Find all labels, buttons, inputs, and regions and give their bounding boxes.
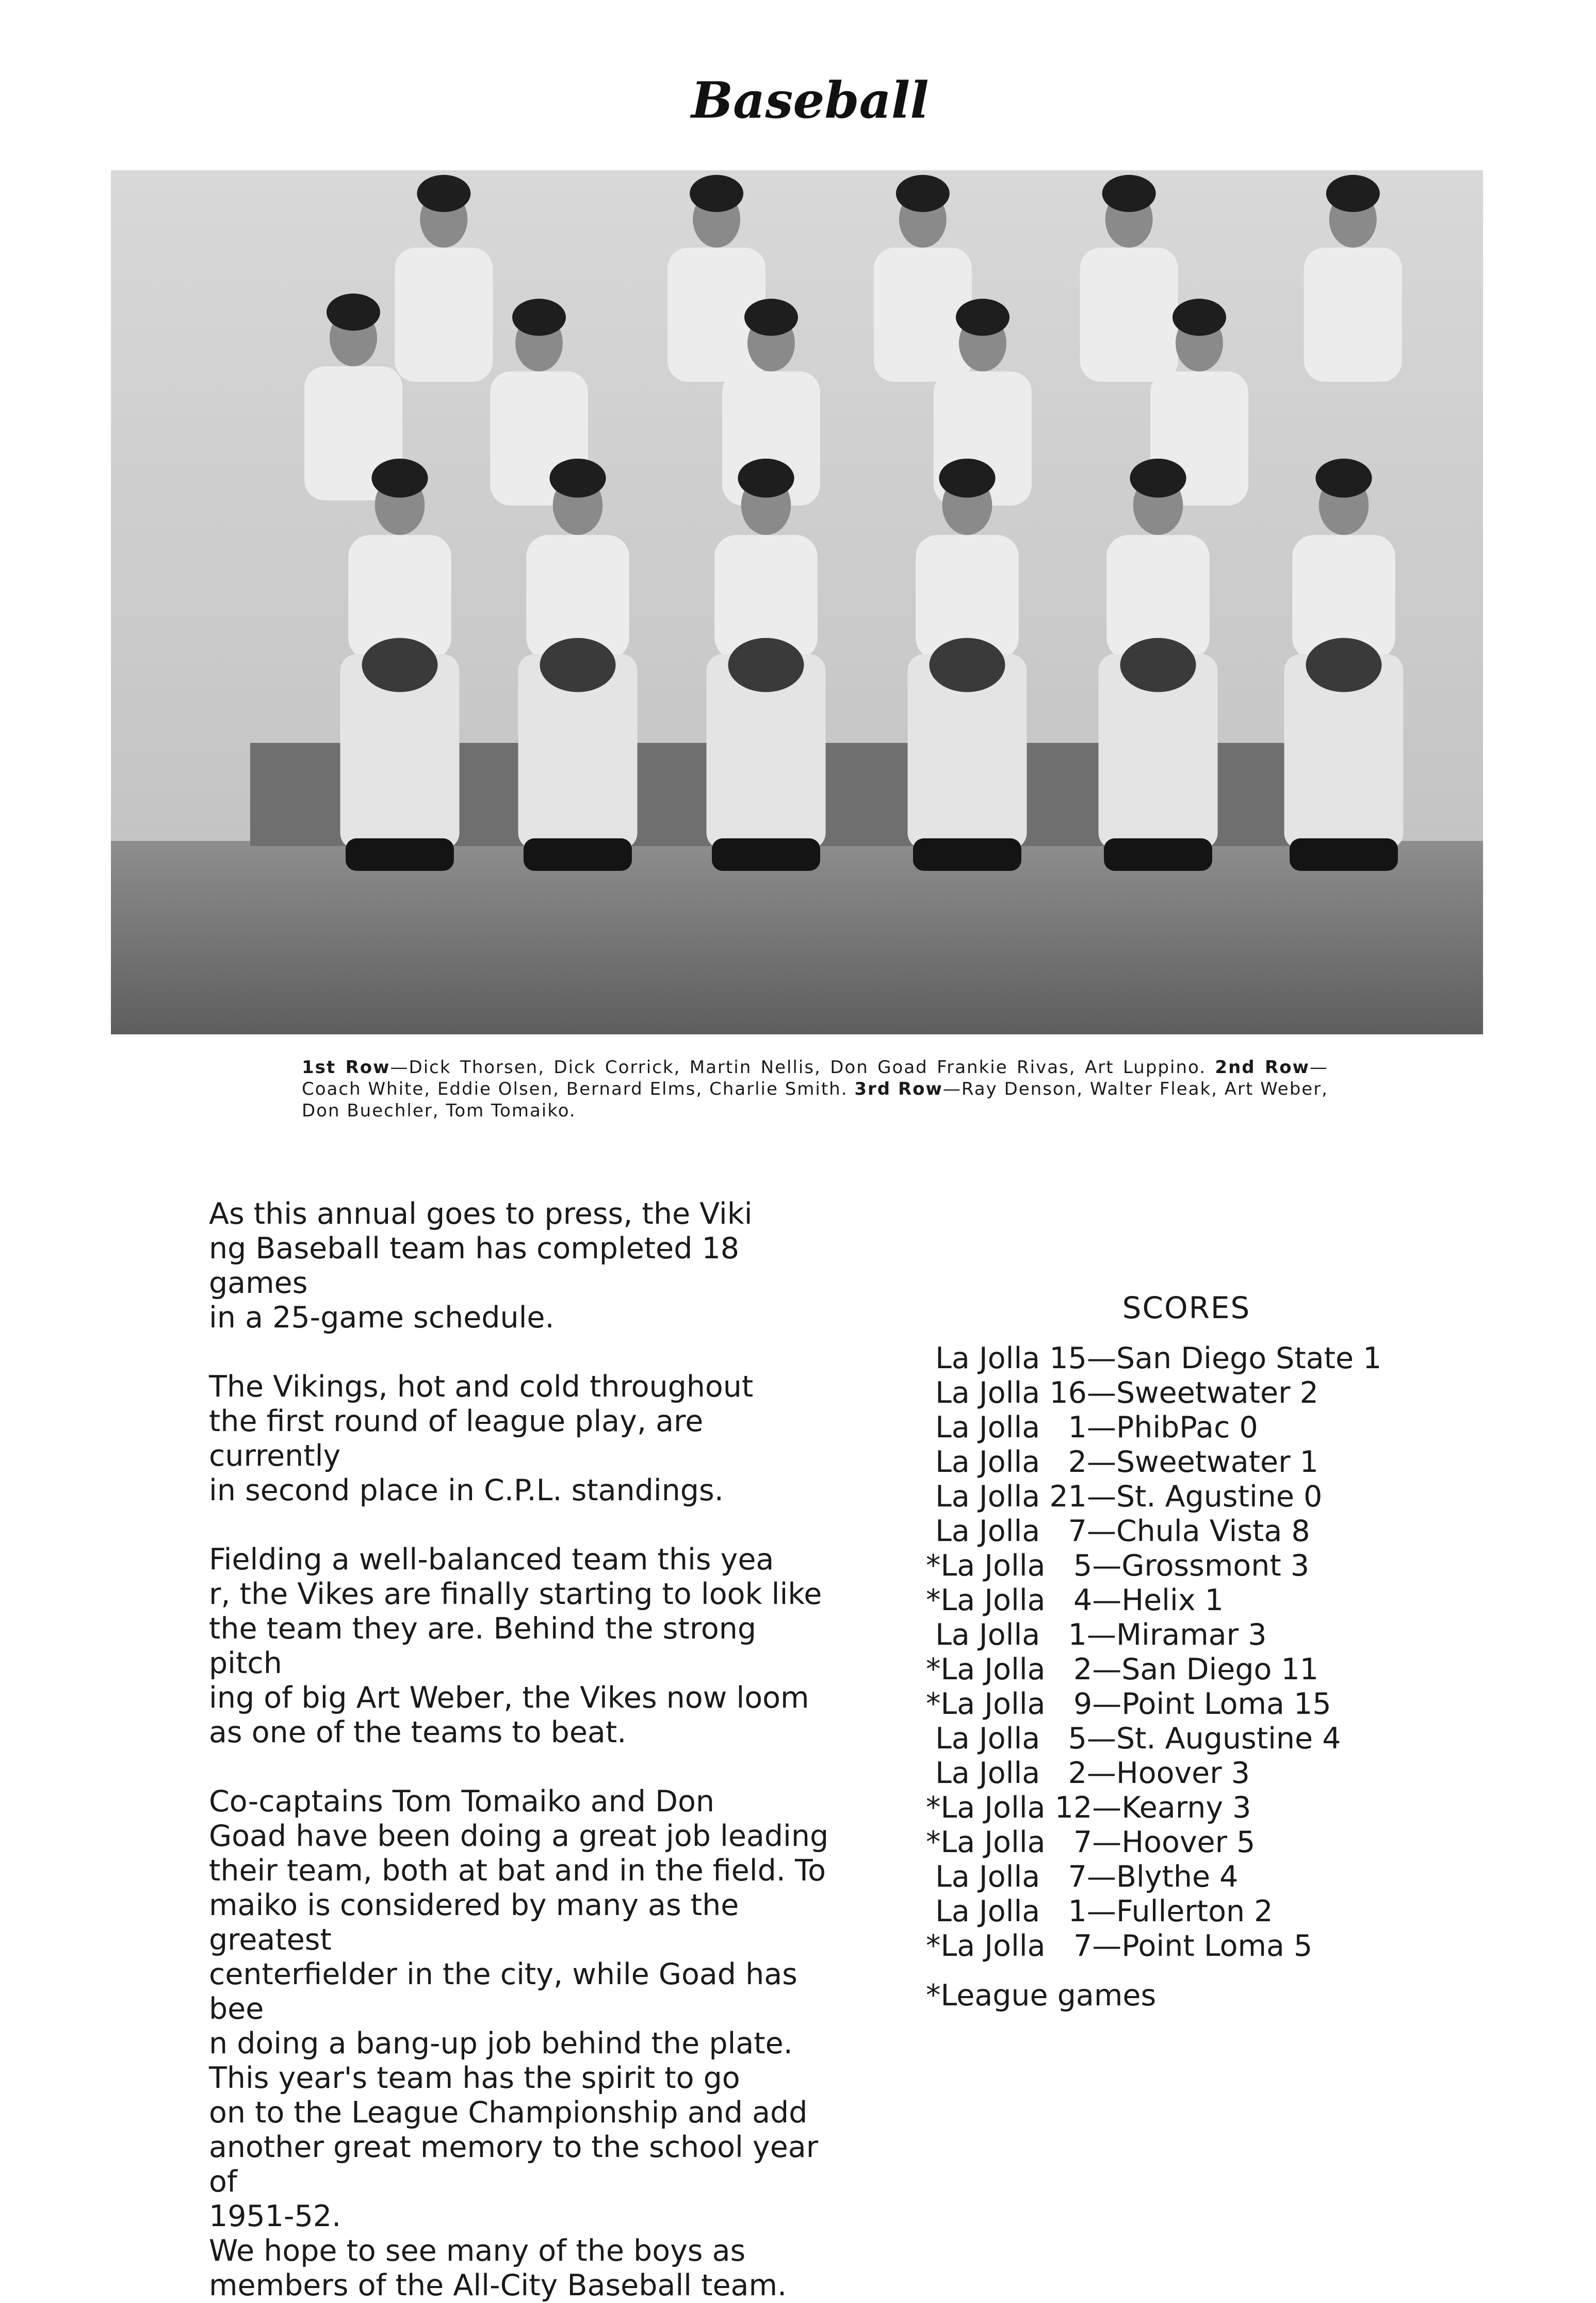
- score-row: La Jolla 2—Sweetwater 1: [926, 1445, 1318, 1479]
- caption-row1-label: 1st Row: [302, 1057, 390, 1078]
- article-paragraph-3: Fielding a well-balanced team this yea r, the Vikes are finally starting to look like the team they are. Behind the strong pitch ing of big Art Weber, the Vikes now loom as one of the teams to beat.: [209, 1543, 822, 1749]
- score-row: *La Jolla 2—San Diego 11: [926, 1652, 1319, 1686]
- score-row: La Jolla 2—Hoover 3: [926, 1756, 1250, 1790]
- score-row: La Jolla 1—PhibPac 0: [926, 1410, 1258, 1445]
- article-paragraph-5: This year's team has the spirit to go on to the League Championship and add another great memory to the school year of 1951-52.: [209, 2061, 819, 2233]
- score-row: La Jolla 15—San Diego State 1: [926, 1341, 1382, 1375]
- article-body: [209, 1197, 830, 2303]
- article-paragraph-2: The Vikings, hot and cold throughout the first round of league play, are currently in second place in C.P.L. standings.: [209, 1370, 754, 1507]
- article-paragraph-4: Co-captains Tom Tomaiko and Don Goad have been doing a great job leading their team, both at bat and in the field. To maiko is considered by many as the greatest centerfielder in the city, while Goad has bee n doing a bang-up job behind the plate.: [209, 1785, 829, 2061]
- score-row: *La Jolla 12—Kearny 3: [926, 1791, 1251, 1825]
- article-paragraph-6: We hope to see many of the boys as members of the All-City Baseball team.: [209, 2234, 787, 2302]
- caption-row2-label: 2nd Row: [1215, 1057, 1310, 1078]
- page-title: Baseball: [691, 71, 929, 129]
- score-row: La Jolla 1—Fullerton 2: [926, 1894, 1273, 1928]
- team-photo: [111, 170, 1483, 1034]
- caption-row3-label: 3rd Row: [854, 1079, 943, 1099]
- score-row: La Jolla 7—Blythe 4: [926, 1860, 1239, 1894]
- score-row: La Jolla 5—St. Augustine 4: [926, 1722, 1341, 1756]
- score-row: La Jolla 21—St. Agustine 0: [926, 1480, 1323, 1514]
- score-row: *La Jolla 7—Hoover 5: [926, 1825, 1256, 1859]
- score-row: *La Jolla 9—Point Loma 15: [926, 1687, 1331, 1721]
- caption-row1-names: —Dick Thorsen, Dick Corrick, Martin Nellis, Don Goad Frankie Rivas, Art Luppino.: [390, 1057, 1215, 1078]
- caption-row3-names: —Ray Denson, Walter Fleak, Art Weber, Don Buechler, Tom Tomaiko.: [302, 1079, 1328, 1121]
- score-row: *La Jolla 4—Helix 1: [926, 1583, 1224, 1617]
- score-row: *La Jolla 7—Point Loma 5: [926, 1929, 1313, 1963]
- score-row: La Jolla 16—Sweetwater 2: [926, 1376, 1318, 1410]
- score-row: *La Jolla 5—Grossmont 3: [926, 1549, 1310, 1583]
- caption-row2-names: —Coach White, Eddie Olsen, Bernard Elms, Charlie Smith.: [302, 1057, 1328, 1099]
- team-photo-illustration: [111, 170, 1483, 1034]
- scores-heading: SCORES: [1122, 1290, 1251, 1325]
- score-row: La Jolla 7—Chula Vista 8: [926, 1514, 1310, 1548]
- score-row: La Jolla 1—Miramar 3: [926, 1618, 1267, 1652]
- scores-list: [926, 1341, 1442, 1964]
- league-games-note: *League games: [926, 1978, 1157, 2013]
- article-paragraph-1: As this annual goes to press, the Viki ng Baseball team has completed 18 games in a 25-game schedule.: [209, 1197, 753, 1335]
- photo-caption: [302, 1057, 1328, 1122]
